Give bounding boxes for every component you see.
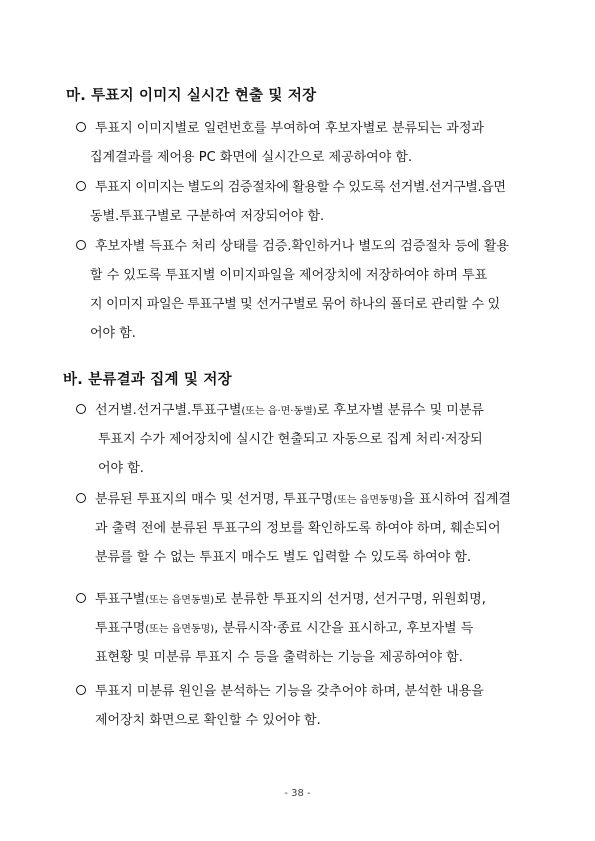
item-line: 분류를 할 수 없는 투표지 매수도 별도 입력할 수 있도록 하여야 함. bbox=[95, 550, 472, 565]
circle-bullet-icon bbox=[76, 493, 86, 503]
line-note: (또는 읍면동명) bbox=[145, 624, 215, 635]
line-text: 투표구명 bbox=[95, 621, 146, 636]
item-line: 과 출력 전에 분류된 투표구의 정보를 확인하도록 하여야 하며, 훼손되어 bbox=[95, 521, 501, 536]
item-line: 어야 함. bbox=[98, 461, 144, 476]
line-text: 로 분류한 투표지의 선거명, 선거구명, 위원회명, bbox=[214, 592, 486, 607]
line-note: (또는 읍면동별) bbox=[145, 595, 215, 606]
item-line: 후보자별 득표수 처리 상태를 검증.확인하거나 별도의 검증절차 등에 활용 bbox=[95, 239, 509, 254]
circle-bullet-icon bbox=[76, 593, 86, 603]
circle-bullet-icon bbox=[76, 685, 86, 695]
circle-bullet-icon bbox=[76, 181, 86, 191]
item-line bbox=[95, 592, 486, 609]
item-line: 동별.투표구별로 구분하여 저장되어야 함. bbox=[90, 209, 325, 224]
item-line: 어야 함. bbox=[90, 326, 136, 341]
circle-bullet-icon bbox=[76, 240, 86, 250]
line-note: (또는 읍·면·동별) bbox=[241, 406, 317, 417]
item-line: 투표지 이미지별로 일련번호를 부여하여 후보자별로 분류되는 과정과 bbox=[95, 121, 484, 136]
item-line: 제어장치 화면으로 확인할 수 있어야 함. bbox=[95, 713, 321, 728]
line-note: (또는 읍면동명) bbox=[333, 495, 403, 506]
circle-bullet-icon bbox=[76, 122, 86, 132]
item-line bbox=[95, 621, 473, 638]
line-text: 을 표시하여 집계결 bbox=[402, 492, 511, 507]
item-line bbox=[95, 403, 484, 420]
item-line: 투표지 이미지는 별도의 검증절차에 활용할 수 있도록 선거별.선거구별.읍면 bbox=[95, 180, 506, 195]
line-text: 로 후보자별 분류수 및 미분류 bbox=[316, 403, 484, 418]
item-line: 지 이미지 파일은 투표구별 및 선거구별로 묶어 하나의 폴더로 관리할 수 있 bbox=[90, 297, 500, 312]
line-text: 선거별.선거구별.투표구별 bbox=[95, 403, 242, 418]
section-heading-ba: 바. 분류결과 집계 및 저장 bbox=[63, 372, 232, 388]
item-line: 표현황 및 미분류 투표지 수 등을 출력하는 기능을 제공하여야 함. bbox=[95, 650, 463, 665]
item-line: 집계결과를 제어용 PC 화면에 실시간으로 제공하여야 함. bbox=[90, 150, 413, 165]
item-line: 투표지 수가 제어장치에 실시간 현출되고 자동으로 집계 처리·저장되 bbox=[98, 432, 483, 447]
line-text: 투표구별 bbox=[95, 592, 146, 607]
page-number: - 38 - bbox=[284, 788, 311, 799]
item-line bbox=[95, 492, 511, 509]
line-text: 분류된 투표지의 매수 및 선거명, 투표구명 bbox=[95, 492, 334, 507]
item-line: 할 수 있도록 투표지별 이미지파일을 제어장치에 저장하여야 하며 투표 bbox=[90, 268, 488, 283]
circle-bullet-icon bbox=[76, 404, 86, 414]
section-heading-ma: 마. 투표지 이미지 실시간 현출 및 저장 bbox=[66, 88, 317, 104]
item-line: 투표지 미분류 원인을 분석하는 기능을 갖추어야 하며, 분석한 내용을 bbox=[95, 684, 484, 699]
line-text: , 분류시작·종료 시간을 표시하고, 후보자별 득 bbox=[214, 621, 474, 636]
